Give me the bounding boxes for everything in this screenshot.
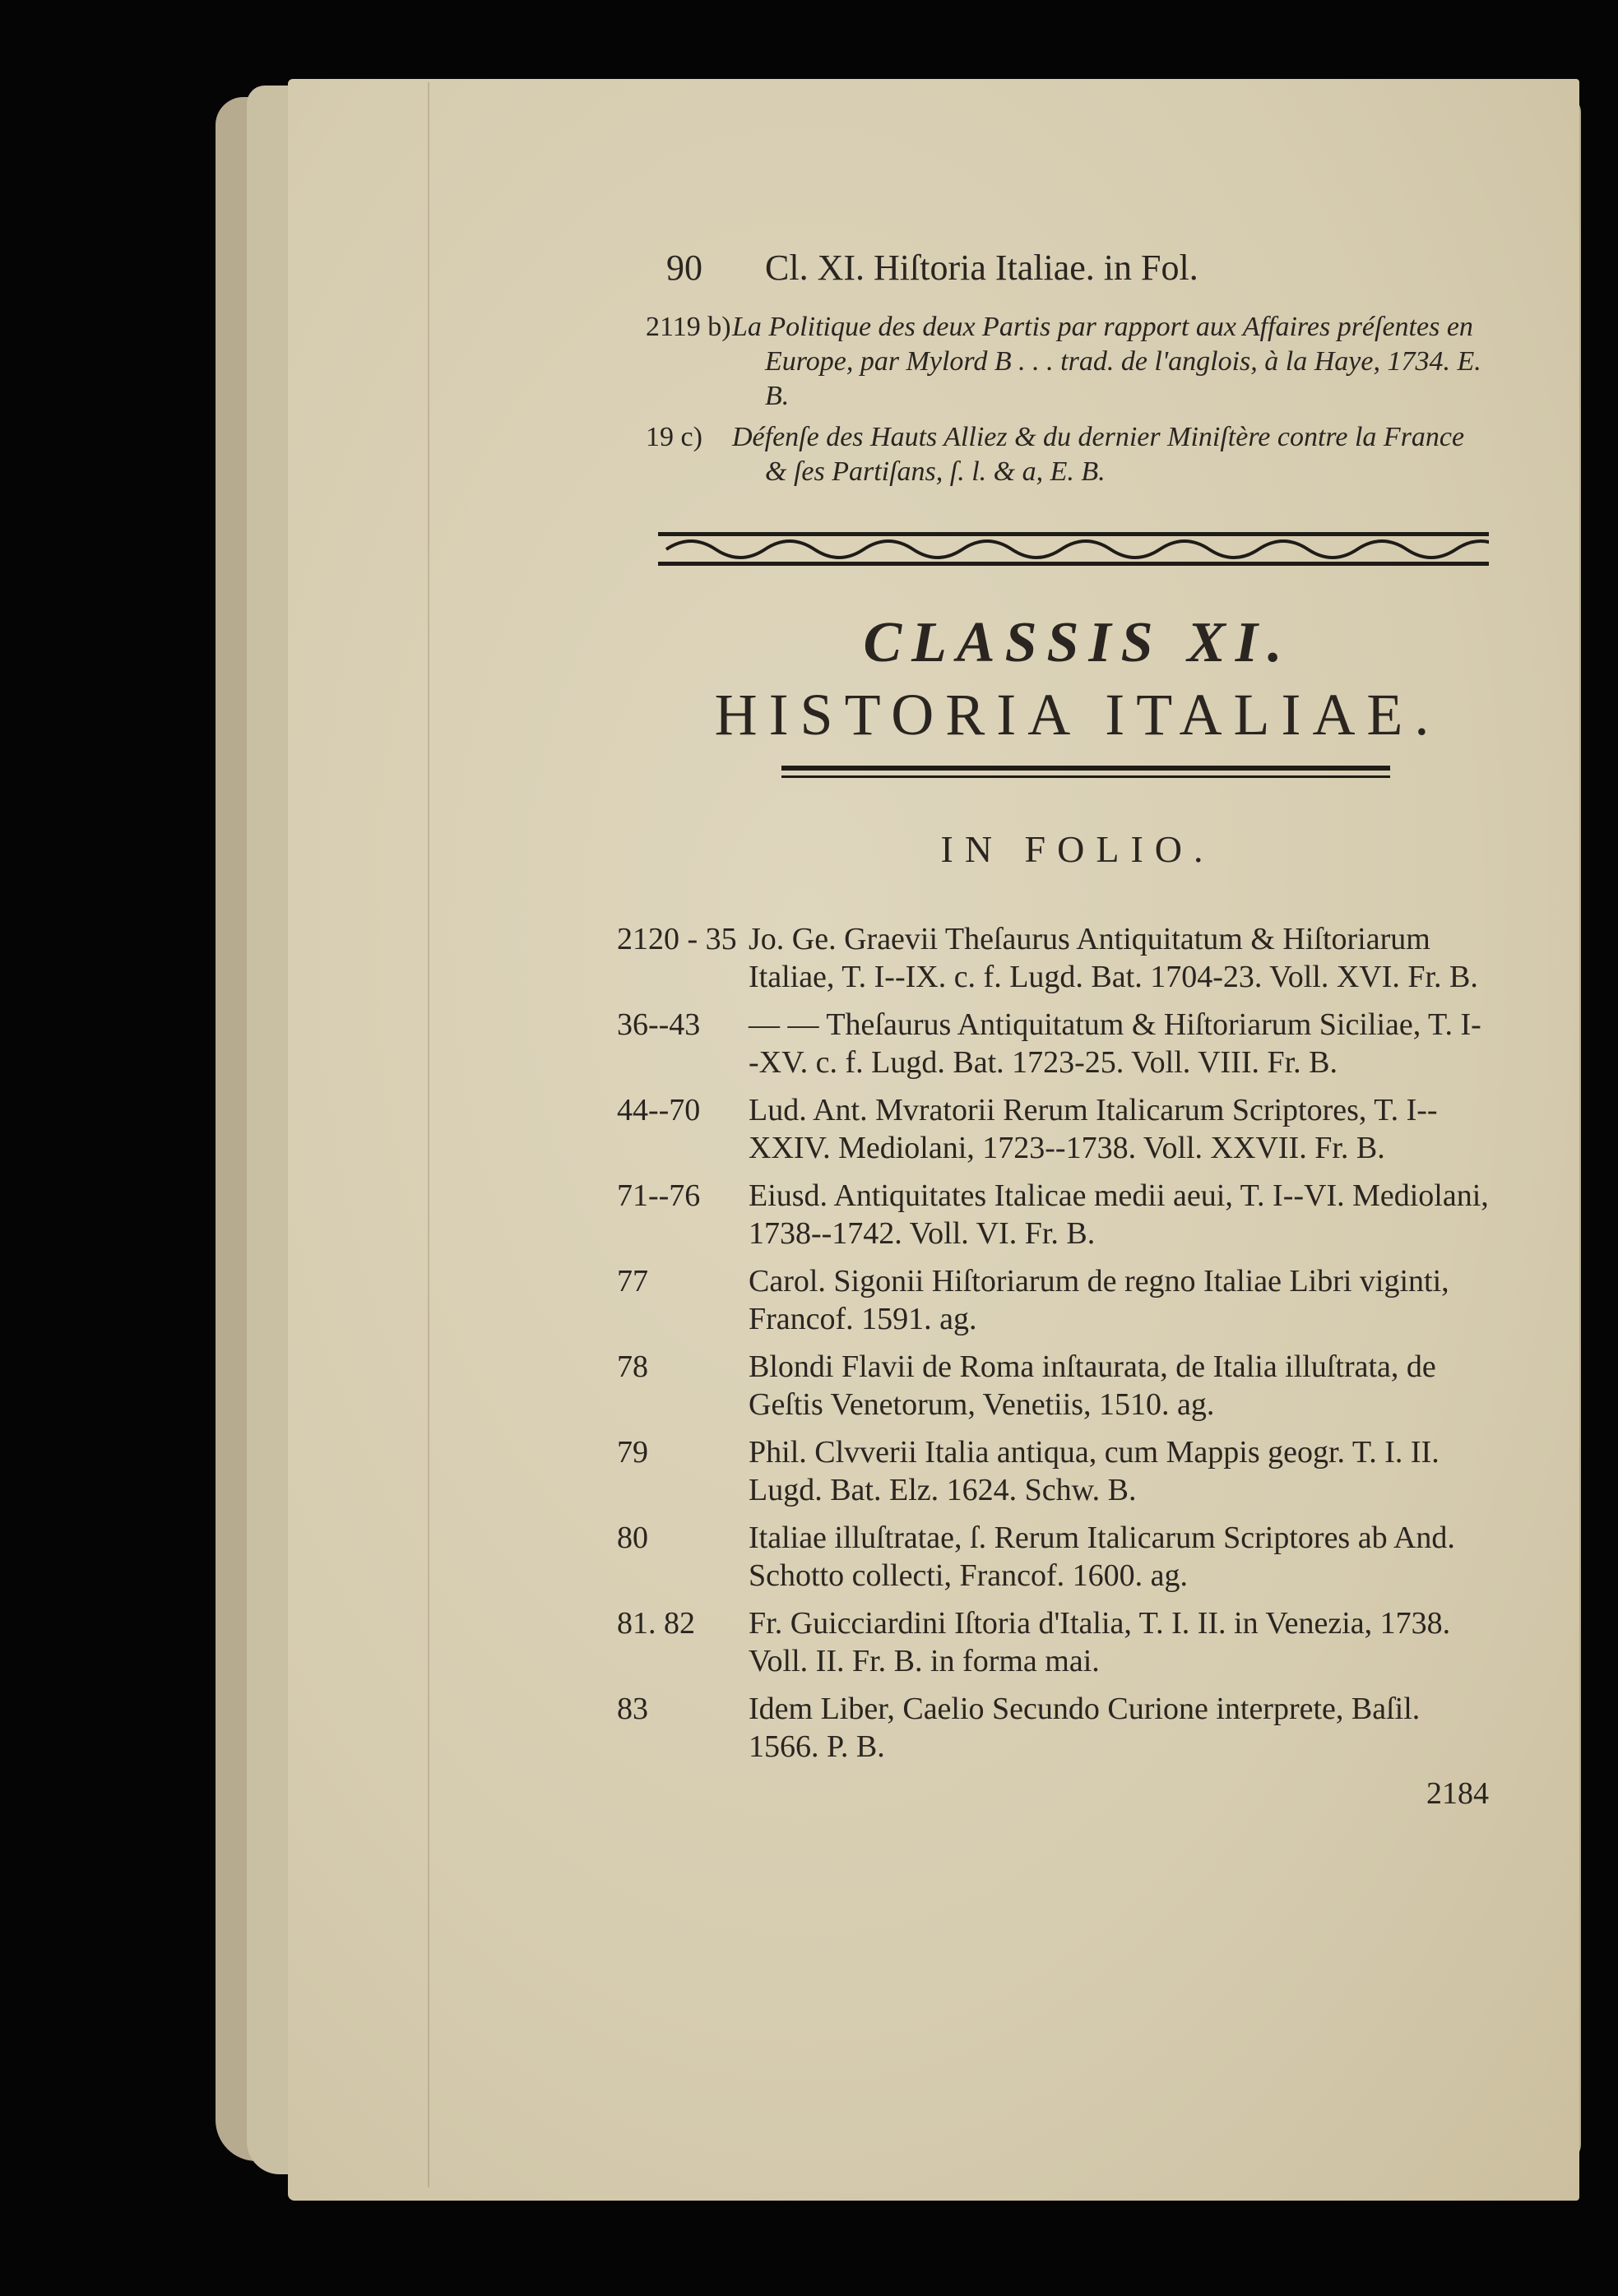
list-item xyxy=(646,420,1489,489)
entry-text: Blondi Flavii de Roma inſtaurata, de Italia illuſtrata, de Geſtis Venetorum, Venetiis, 1510. ag. xyxy=(749,1349,1436,1422)
catchword: 2184 xyxy=(1426,1776,1489,1811)
entry-number: 44--70 xyxy=(617,1093,701,1127)
continued-entries xyxy=(646,310,1489,489)
section-title: CLASSIS XI. xyxy=(863,611,1292,674)
entry-text: Phil. Clvverii Italia antiqua, cum Mappis geogr. T. I. II. Lugd. Bat. Elz. 1624. Schw. B. xyxy=(749,1435,1440,1507)
entry-text: Eiusd. Antiquitates Italicae medii aeui, T. I--VI. Mediolani, 1738--1742. Voll. VI. Fr. B. xyxy=(749,1178,1489,1251)
running-head xyxy=(666,247,1489,289)
list-item xyxy=(617,1091,1489,1167)
catalogue-list xyxy=(617,920,1489,1766)
double-rule xyxy=(781,766,1390,778)
entry-number: 71--76 xyxy=(617,1178,701,1213)
ornament-band xyxy=(658,529,1489,570)
format-heading: IN FOLIO. xyxy=(940,828,1215,870)
page-content xyxy=(617,247,1489,1811)
entry-text: Idem Liber, Caelio Secundo Curione interprete, Baſil. 1566. P. B. xyxy=(749,1692,1421,1764)
entry-number: 19 c) xyxy=(646,422,702,452)
entry-text: Jo. Ge. Graevii Theſaurus Antiquitatum & Hiſtoriarum Italiae, T. I--IX. c. f. Lugd. Bat. 1704-23. Voll. XVI. Fr. B. xyxy=(749,922,1478,994)
section-subtitle: HISTORIA ITALIAE. xyxy=(714,682,1441,748)
sheet-edge-line xyxy=(428,82,429,2187)
list-item xyxy=(617,1433,1489,1509)
entry-text: Défenſe des Hauts Alliez & du dernier Miniſtère contre la France & ſes Partiſans, ſ. l. & a, E. B. xyxy=(732,422,1465,487)
list-item xyxy=(617,1348,1489,1423)
entry-number: 2120 - 35 xyxy=(617,922,737,956)
list-item xyxy=(617,1519,1489,1595)
entry-number: 36--43 xyxy=(617,1007,701,1042)
list-item xyxy=(617,1006,1489,1081)
list-item xyxy=(617,1177,1489,1252)
entry-text: — — Theſaurus Antiquitatum & Hiſtoriarum Siciliae, T. I--XV. c. f. Lugd. Bat. 1723-25. Voll. VIII. Fr. B. xyxy=(749,1007,1481,1080)
entry-text: Italiae illuſtratae, ſ. Rerum Italicarum Scriptores ab And. Schotto collecti, Francof. 1600. ag. xyxy=(749,1521,1455,1593)
list-item xyxy=(617,1604,1489,1680)
entry-text: La Politique des deux Partis par rapport aux Affaires préſentes en Europe, par Mylord B . . . trad. de l'anglois, à la Haye, 1734. E. B. xyxy=(732,312,1481,411)
list-item xyxy=(646,310,1489,414)
rule-thin xyxy=(781,775,1390,778)
entry-number: 78 xyxy=(617,1349,648,1384)
rule-thick xyxy=(781,766,1390,771)
entry-number: 2119 b) xyxy=(646,312,731,342)
entry-number: 77 xyxy=(617,1264,648,1298)
list-item xyxy=(617,1690,1489,1766)
list-item xyxy=(617,1262,1489,1338)
entry-number: 80 xyxy=(617,1521,648,1555)
entry-text: Lud. Ant. Mvratorii Rerum Italicarum Scriptores, T. I--XXIV. Mediolani, 1723--1738. Voll. XXVII. Fr. B. xyxy=(749,1093,1438,1165)
running-head-title: Cl. XI. Hiſtoria Italiae. in Fol. xyxy=(765,248,1198,288)
page-number: 90 xyxy=(666,248,702,288)
entry-number: 83 xyxy=(617,1692,648,1726)
entry-text: Carol. Sigonii Hiſtoriarum de regno Italiae Libri viginti, Francof. 1591. ag. xyxy=(749,1264,1449,1336)
entry-number: 79 xyxy=(617,1435,648,1470)
entry-text: Fr. Guicciardini Iſtoria d'Italia, T. I. II. in Venezia, 1738. Voll. II. Fr. B. in forma mai. xyxy=(749,1606,1451,1678)
list-item xyxy=(617,920,1489,996)
entry-number: 81. 82 xyxy=(617,1606,695,1641)
